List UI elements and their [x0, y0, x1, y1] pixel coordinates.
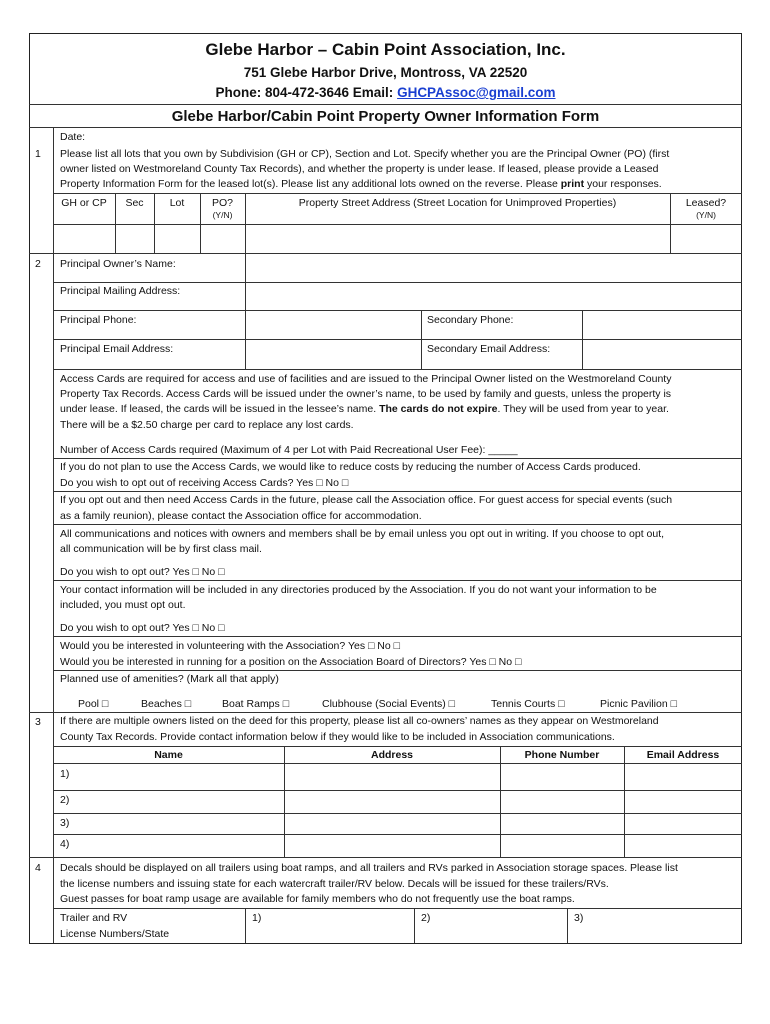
amenity-pool[interactable]: Pool □: [78, 698, 109, 710]
decal-col-div-3: [567, 908, 568, 943]
section-number-3: 3: [35, 716, 41, 728]
amenity-beaches[interactable]: Beaches □: [141, 698, 192, 710]
phone-col-div-1: [421, 310, 422, 369]
principal-email-input[interactable]: [246, 340, 421, 369]
secondary-email-label: Secondary Email Address:: [427, 343, 551, 355]
input-sec[interactable]: [116, 225, 154, 253]
title-divider: [29, 127, 742, 128]
co-owners-intro-line2: County Tax Records. Provide contact information below if they would like to be included in Association communications.: [60, 731, 615, 743]
coowner-col-div-1: [284, 746, 285, 857]
decals-line3: Guest passes for boat ramp usage are available for family members who do not frequently use the boat ramps.: [60, 893, 575, 905]
section-number-1: 1: [35, 148, 41, 160]
form-title: Glebe Harbor/Cabin Point Property Owner Information Form: [171, 108, 600, 125]
opt-out-later-line2: as a family reunion), please contact the Association office for accommodation.: [60, 510, 422, 522]
trailer-label-line1: Trailer and RV: [60, 912, 128, 924]
decals-table-top: [53, 908, 742, 909]
amenities-question: Planned use of amenities? (Mark all that apply): [60, 673, 279, 685]
reduce-costs-text: If you do not plan to use the Access Cards, we would like to reduce costs by reducing the number of Access Cards produced.: [60, 461, 641, 473]
decal-col-div-1: [245, 908, 246, 943]
coowner-col-div-3: [624, 746, 625, 857]
decal-col-div-2: [414, 908, 415, 943]
opt-out-directory-question[interactable]: Do you wish to opt out? Yes □ No □: [60, 622, 225, 634]
col-co-owner-name: Name: [154, 749, 183, 761]
section3-bottom: [29, 857, 742, 858]
co-owner-row-4[interactable]: 4): [60, 838, 70, 850]
license-slot-1[interactable]: 1): [252, 912, 262, 924]
board-question[interactable]: Would you be interested in running for a position on the Association Board of Directors? Yes □ No □: [60, 656, 522, 668]
amenity-picnic-pavilion[interactable]: Picnic Pavilion □: [600, 698, 677, 710]
owner-name-input[interactable]: [246, 254, 742, 282]
col-po-sub: (Y/N): [212, 210, 233, 220]
date-label: Date:: [60, 131, 86, 143]
input-po[interactable]: [201, 225, 245, 253]
coowner-table-top: [53, 746, 742, 747]
association-address: 751 Glebe Harbor Drive, Montross, VA 22520: [243, 65, 528, 80]
license-slot-3[interactable]: 3): [574, 912, 584, 924]
directory-line1: Your contact information will be included in any directories produced by the Association. If you do not want your information to be: [60, 584, 657, 596]
phone-col-div-2: [582, 310, 583, 369]
col-property-address: Property Street Address (Street Location for Unimproved Properties): [298, 197, 617, 209]
section1-instructions-line2: owner listed on Westmoreland County Tax Records), and whether the property is under lease. If leased, please provide a Leased: [60, 163, 659, 175]
row-div-later: [53, 524, 742, 525]
col-leased: Leased?: [685, 197, 727, 209]
association-title: Glebe Harbor – Cabin Point Association, Inc.: [205, 40, 566, 59]
input-gh-cp[interactable]: [54, 225, 115, 253]
association-contact: [29, 84, 742, 101]
phone-label: Phone: 804-472-3646 Email:: [215, 85, 398, 100]
owner-col-div: [245, 253, 246, 369]
col-gh-cp: GH or CP: [61, 197, 107, 209]
co-owner-row-3[interactable]: 3): [60, 817, 70, 829]
secondary-phone-input[interactable]: [583, 311, 742, 339]
coowner-row-div-2: [53, 813, 742, 814]
mailing-address-label: Principal Mailing Address:: [60, 285, 181, 297]
trailer-label-line2: License Numbers/State: [60, 928, 170, 940]
amenity-tennis-courts[interactable]: Tennis Courts □: [491, 698, 565, 710]
col-co-owner-address: Address: [370, 749, 413, 761]
number-of-cards-field[interactable]: Number of Access Cards required (Maximum of 4 per Lot with Paid Recreational User Fee): _____: [60, 444, 518, 456]
opt-out-cards-question[interactable]: Do you wish to opt out of receiving Access Cards? Yes □ No □: [60, 477, 349, 489]
header-divider: [29, 104, 742, 105]
decals-line1: Decals should be displayed on all trailers using boat ramps, and all trailers and RVs parked in Association storage spaces. Please list: [60, 862, 678, 874]
volunteer-question[interactable]: Would you be interested in volunteering with the Association? Yes □ No □: [60, 640, 400, 652]
principal-phone-input[interactable]: [246, 311, 421, 339]
col-sec: Sec: [125, 197, 144, 209]
section1-instructions-line1: Please list all lots that you own by Subdivision (GH or CP), Section and Lot. Specify whether you are the Principal Owner (PO) (first: [60, 148, 670, 160]
principal-email-label: Principal Email Address:: [60, 343, 174, 355]
license-slot-2[interactable]: 2): [421, 912, 431, 924]
row-div-comm: [53, 580, 742, 581]
co-owners-intro-line1: If there are multiple owners listed on the deed for this property, please list all co-owners’ names as they appear on Westmoreland: [60, 715, 659, 727]
secondary-email-input[interactable]: [583, 340, 742, 369]
section2-bottom: [29, 712, 742, 713]
row-div-cards: [53, 458, 742, 459]
access-cards-line2: Property Tax Records. Access Cards will be issued under the owner’s name, to be used by family and guests, unless the property is: [60, 388, 672, 400]
opt-out-later-line1: If you opt out and then need Access Cards in the future, please call the Association office. For guest access for special events (such: [60, 494, 673, 506]
col-po: PO?: [211, 197, 233, 209]
decals-line2: the license numbers and issuing state for each watercraft trailer/RV below. Decals will be issued for these trailers/RVs.: [60, 878, 609, 890]
coowner-col-div-2: [500, 746, 501, 857]
coowner-row-div-3: [53, 834, 742, 835]
coowner-header-bottom: [53, 763, 742, 764]
mailing-address-input[interactable]: [246, 283, 742, 310]
input-leased[interactable]: [671, 225, 742, 253]
directory-line2: included, you must opt out.: [60, 599, 186, 611]
access-cards-line1: Access Cards are required for access and use of facilities and are issued to the Principal Owner listed on the Westmoreland County: [60, 373, 672, 385]
col-co-owner-email: Email Address: [646, 749, 720, 761]
section-number-4: 4: [35, 862, 41, 874]
section-number-2: 2: [35, 258, 41, 270]
coowner-row-div-1: [53, 790, 742, 791]
section1-instructions-line3: Property Information Form for the leased lot(s). Please list any additional lots owned on the reverse. Please print your responses.: [60, 178, 662, 190]
col-lot: Lot: [169, 197, 185, 209]
association-email-link[interactable]: GHCPAssoc@gmail.com: [397, 85, 556, 100]
col-leased-sub: (Y/N): [696, 210, 716, 220]
input-property-address[interactable]: [246, 225, 670, 253]
row-div-volunteer: [53, 670, 742, 671]
opt-out-email-question[interactable]: Do you wish to opt out? Yes □ No □: [60, 566, 225, 578]
amenity-clubhouse[interactable]: Clubhouse (Social Events) □: [322, 698, 455, 710]
co-owner-row-1[interactable]: 1): [60, 768, 70, 780]
lot-table-top: [53, 193, 742, 194]
amenity-boat-ramps[interactable]: Boat Ramps □: [222, 698, 290, 710]
email-comm-line2: all communication will be by first class mail.: [60, 543, 262, 555]
row-div-email: [53, 369, 742, 370]
access-cards-line3: under lease. If leased, the cards will be issued in the lessee’s name. The cards do not expire. They will be used from year to year.: [60, 403, 669, 415]
co-owner-row-2[interactable]: 2): [60, 794, 70, 806]
principal-phone-label: Principal Phone:: [60, 314, 137, 326]
row-div-directory: [53, 636, 742, 637]
secondary-phone-label: Secondary Phone:: [427, 314, 514, 326]
row-div-optcards: [53, 491, 742, 492]
email-comm-line1: All communications and notices with owners and members shall be by email unless you opt out in writing. If you choose to opt out,: [60, 528, 665, 540]
owner-name-label: Principal Owner’s Name:: [60, 258, 176, 270]
input-lot[interactable]: [155, 225, 200, 253]
col-co-owner-phone: Phone Number: [524, 749, 600, 761]
access-cards-line4: There will be a $2.50 charge per card to replace any lost cards.: [60, 419, 354, 431]
